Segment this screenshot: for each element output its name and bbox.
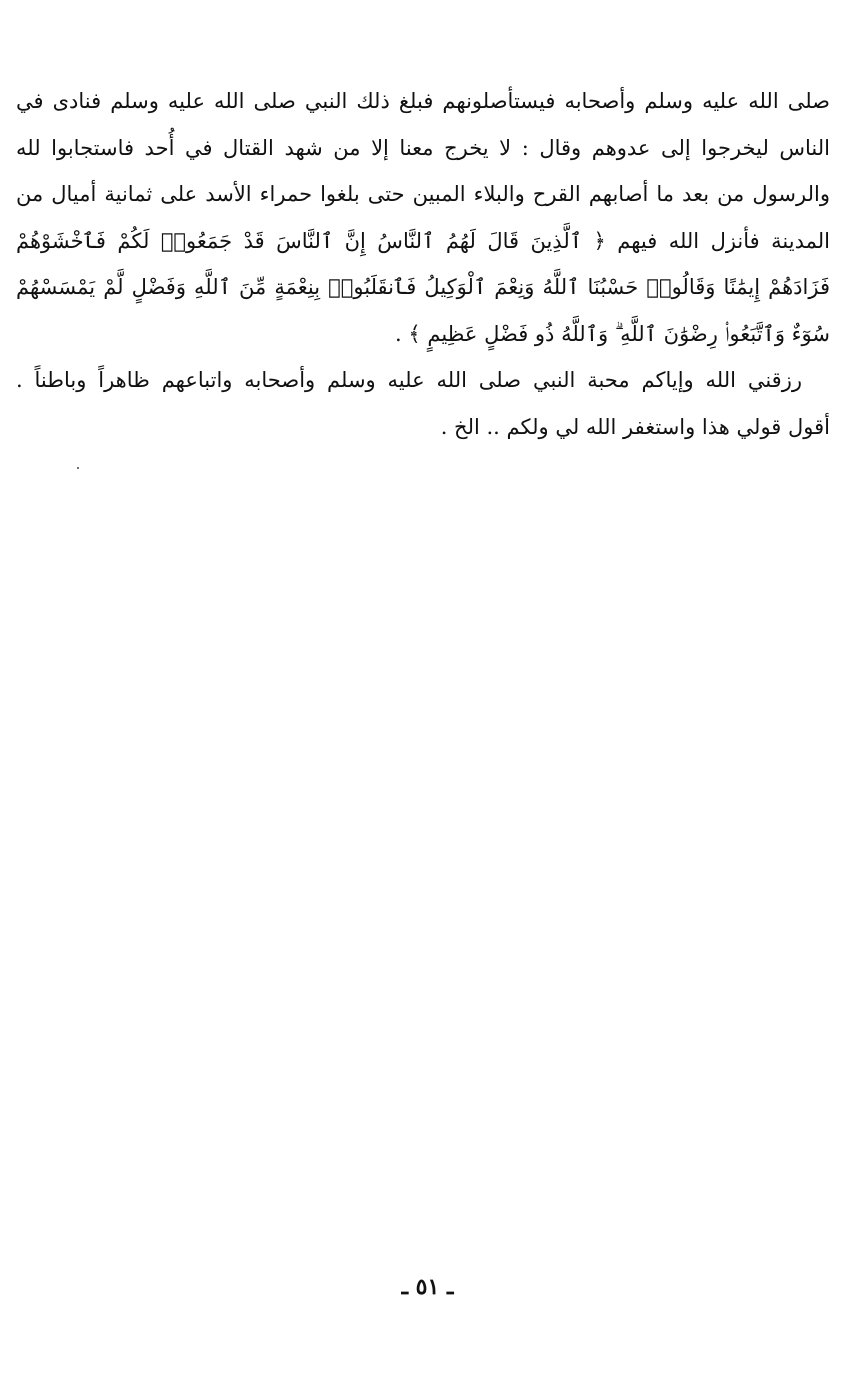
quran-verse-line: فَزَادَهُمْ إِيمَٰنًا وَقَالُوا۟ حَسْبُنَا ٱللَّهُ وَنِعْمَ ٱلْوَكِيلُ فَٱنقَلَبُوا۟ بِنِعْمَةٍ مِّنَ ٱللَّهِ وَفَضْلٍ لَّمْ يَمْسَسْهُمْ (16, 275, 830, 299)
text-line: صلى الله عليه وسلم وأصحابه فيستأصلونهم فبلغ ذلك النبي صلى الله عليه وسلم فنادى في (16, 89, 830, 113)
text-line: أقول قولي هذا واستغفر الله لي ولكم .. الخ . (440, 414, 830, 439)
scan-speck (77, 467, 79, 469)
page-number: ـ ٥١ ـ (401, 1274, 454, 1300)
text-line: رزقني الله وإياكم محبة النبي صلى الله عليه وسلم وأصحابه واتباعهم ظاهراً وباطناً . (16, 368, 802, 392)
quran-verse-line: سُوٓءٌ وَٱتَّبَعُوا۟ رِضْوَٰنَ ٱللَّهِ ۗ وَٱللَّهُ ذُو فَضْلٍ عَظِيمٍ ﴾ . (395, 321, 830, 346)
text-line: الناس ليخرجوا إلى عدوهم وقال : لا يخرج معنا إلا من شهد القتال في أُحد فاستجابوا لله (16, 135, 830, 160)
body-text (16, 78, 830, 450)
quran-verse-line: المدينة فأنزل الله فيهم ﴿ ٱلَّذِينَ قَالَ لَهُمُ ٱلنَّاسُ إِنَّ ٱلنَّاسَ قَدْ جَمَعُوا۟ لَكُمْ فَٱخْشَوْهُمْ (16, 228, 830, 253)
text-line: والرسول من بعد ما أصابهم القرح والبلاء المبين حتى بلغوا حمراء الأسد على ثمانية أميال من (16, 182, 830, 206)
